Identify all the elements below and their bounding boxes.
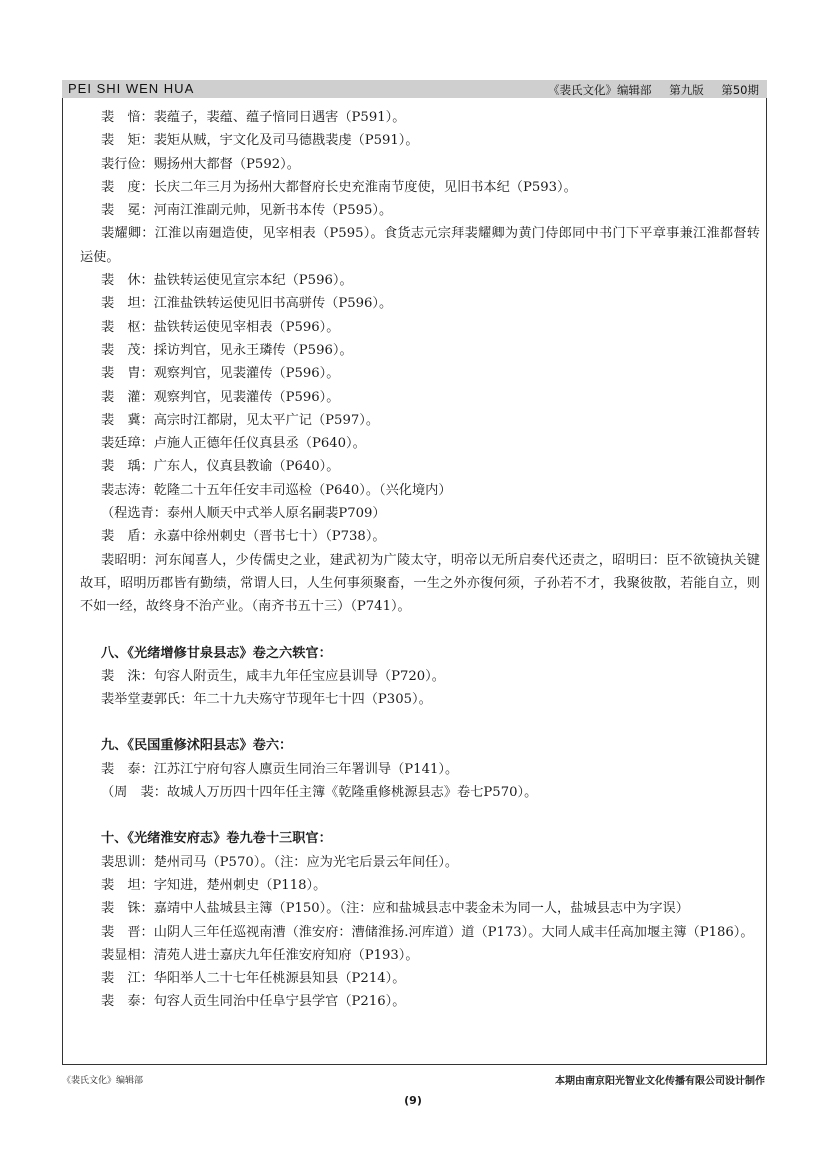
header-edition: 第九版 xyxy=(669,83,704,97)
article-body xyxy=(80,106,760,1014)
entry-line: 裴 坦：字知进，楚州刺史（P118）。 xyxy=(101,877,327,893)
section-heading-10: 十、《光绪淮安府志》卷九卷十三职官： xyxy=(101,831,332,847)
entry-line: 裴显相：清苑人进士嘉庆九年任淮安府知府（P193）。 xyxy=(101,947,419,963)
entry-line: 裴 冀：高宗时江都尉，见太平广记（P597）。 xyxy=(101,412,380,428)
entry-line: 裴举堂妻郭氏：年二十九夫殇守节现年七十四（P305）。 xyxy=(101,692,432,708)
entry-line: 裴 枢：盐铁转运使见宰相表（P596）。 xyxy=(101,319,340,335)
entry-line: 裴行俭：赐扬州大都督（P592）。 xyxy=(101,156,300,172)
section-heading-9: 九、《民国重修沭阳县志》卷六： xyxy=(101,738,293,754)
entry-note: （程选青：泰州人顺天中式举人原名嗣裴P709） xyxy=(101,506,386,522)
entry-line: 裴 胄：观察判官，见裴灌传（P596）。 xyxy=(101,366,340,382)
entry-line: 裴 洙：句容人附贡生，咸丰九年任宝应县训导（P720）。 xyxy=(101,668,445,684)
page-number: (9) xyxy=(404,1094,422,1107)
entry-line: 裴 泰：江苏江宁府句容人廪贡生同治三年署训导（P141）。 xyxy=(101,761,459,777)
header-issue: 第50期 xyxy=(721,83,759,97)
entry-line: 裴 坦：江淮盐铁转运使见旧书高骈传（P596）。 xyxy=(101,296,393,312)
entry-line: 裴廷璋：卢施人正德年任仪真县丞（P640）。 xyxy=(101,436,366,452)
entry-line: 裴 瑀：广东人，仪真县教谕（P640）。 xyxy=(101,459,340,475)
footer-credit: 本期由南京阳光智业文化传播有限公司设计制作 xyxy=(555,1076,765,1087)
header-dept: 《裴氏文化》编辑部 xyxy=(548,83,652,97)
entry-line: 裴 度：长庆二年三月为扬州大都督府长史充淮南节度使，见旧书本纪（P593）。 xyxy=(101,179,577,195)
page-header xyxy=(62,80,767,98)
section-heading-8: 八、《光绪增修甘泉县志》卷之六轶官： xyxy=(101,645,332,661)
entry-line: 裴 泰：句容人贡生同治中任阜宁县学官（P216）。 xyxy=(101,994,406,1010)
entry-line: 裴思训：楚州司马（P570）。（注：应为光宅后景云年间任）。 xyxy=(101,854,459,870)
entry-line: 裴 江：华阳举人二十七年任桃源县知县（P214）。 xyxy=(101,971,406,987)
header-title: PEI SHI WEN HUA xyxy=(68,81,195,96)
entry-line: 裴 愔：裴蕴子，裴蕴、蕴子愔同日遇害（P591）。 xyxy=(101,110,406,125)
footer-dept: 《裴氏文化》编辑部 xyxy=(62,1076,144,1086)
entry-line: 裴 茂：採访判官，见永王璘传（P596）。 xyxy=(101,342,353,358)
entry-paragraph: 裴耀卿：江淮以南廻造使，见宰相表（P595）。食货志元宗拜裴耀卿为黄门侍郎同中书门下平章事兼江淮都督转运使。 xyxy=(80,226,760,265)
entry-line: 裴 冕：河南江淮副元帅，见新书本传（P595）。 xyxy=(101,203,393,219)
entry-paragraph: 裴 铢：嘉靖中人盐城县主簿（P150）。（注：应和盐城县志中裴金未为同一人，盐城县志中为字误） xyxy=(101,901,689,917)
entry-note: （周 裴：故城人万历四十四年任主簿《乾隆重修桃源县志》卷七P570）。 xyxy=(101,785,538,801)
entry-line: 裴 休：盐铁转运使见宣宗本纪（P596）。 xyxy=(101,273,353,289)
entry-line: 裴志涛：乾隆二十五年任安丰司巡检（P640）。（兴化境内） xyxy=(101,482,452,498)
header-meta xyxy=(534,82,759,98)
entry-line: 裴 灌：观察判官，见裴灌传（P596）。 xyxy=(101,389,340,405)
entry-paragraph: 裴昭明：河东闻喜人，少传儒史之业，建武初为广陵太守，明帝以无所启奏代还责之，昭明曰：臣不欲镜执关键故耳，昭明历郡皆有勤绩，常谓人曰，人生何事须聚畜，一生之外亦復何须，子孙若不才，我聚彼散，若能自立，则不如一经，故终身不治产业。（南齐书五十三）（P741）。 xyxy=(80,552,760,615)
entry-line: 裴 矩：裴矩从贼，宇文化及司马德戡裴虔（P591）。 xyxy=(101,133,419,149)
entry-line: 裴 盾：永嘉中徐州刺史（晋书七十）（P738）。 xyxy=(101,529,386,545)
entry-paragraph: 裴 晋：山阴人三年任巡视南漕（淮安府：漕储淮扬.河库道）道（P173）。大同人咸丰任高加堰主簿（P186）。 xyxy=(101,924,754,940)
